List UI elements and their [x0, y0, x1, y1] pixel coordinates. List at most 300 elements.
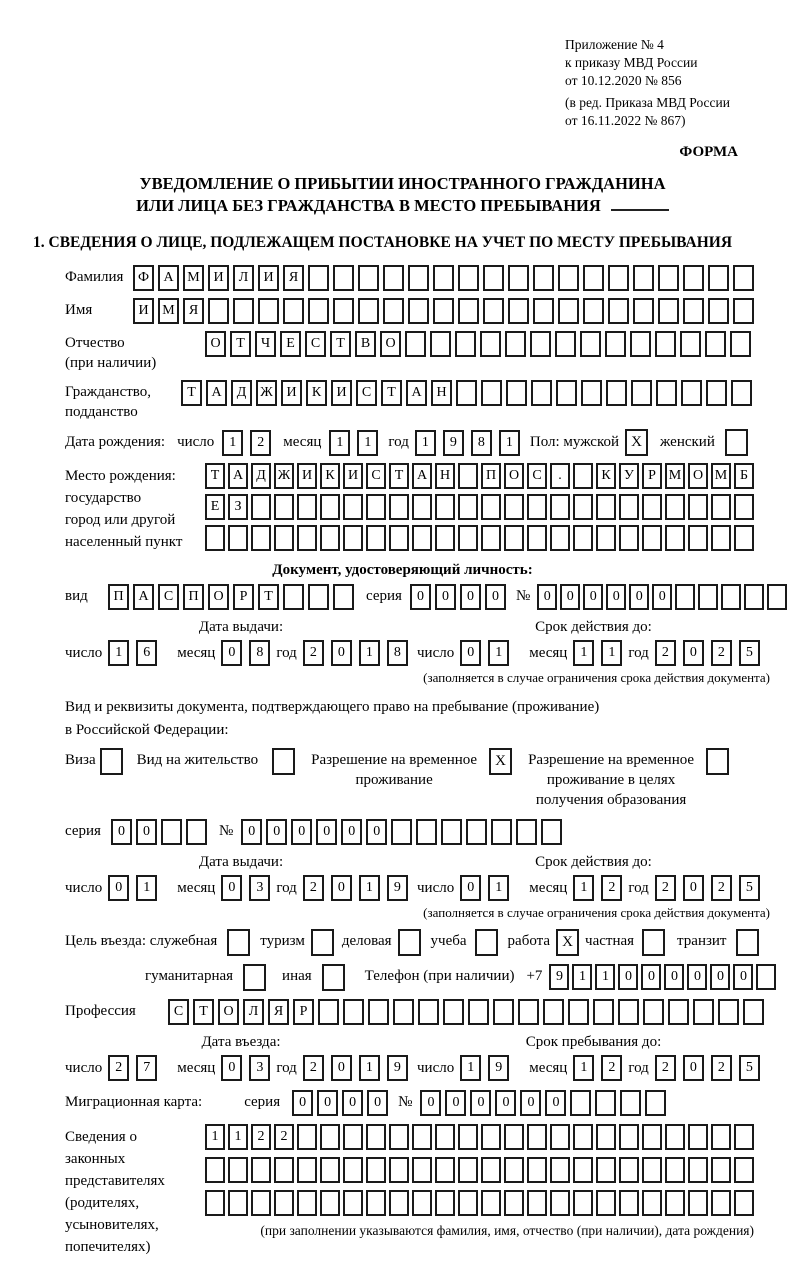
char-cell[interactable] [161, 819, 182, 845]
char-cell[interactable]: 0 [221, 640, 242, 666]
char-cell[interactable]: 0 [460, 584, 481, 610]
char-cell[interactable]: Н [431, 380, 452, 406]
char-cell[interactable]: 0 [445, 1090, 466, 1116]
char-cell[interactable]: 0 [331, 640, 352, 666]
char-cell[interactable] [480, 331, 501, 357]
char-cell[interactable] [389, 1124, 409, 1150]
char-cell[interactable] [596, 1157, 616, 1183]
char-cell[interactable] [320, 525, 340, 551]
char-cell[interactable]: 9 [549, 964, 569, 990]
char-cell[interactable] [580, 331, 601, 357]
char-cell[interactable] [458, 1190, 478, 1216]
char-cell[interactable] [631, 380, 652, 406]
char-cell[interactable]: 1 [205, 1124, 225, 1150]
char-cell[interactable] [642, 1190, 662, 1216]
char-cell[interactable] [655, 331, 676, 357]
char-cell[interactable]: И [343, 463, 363, 489]
char-cell[interactable]: 5 [739, 875, 760, 901]
char-cell[interactable] [233, 298, 254, 324]
char-cell[interactable]: Н [435, 463, 455, 489]
char-cell[interactable]: Ж [274, 463, 294, 489]
char-cell[interactable] [688, 1190, 708, 1216]
char-cell[interactable] [251, 494, 271, 520]
residence-permit-checkbox[interactable] [272, 748, 295, 775]
char-cell[interactable]: Л [243, 999, 264, 1025]
char-cell[interactable] [366, 1157, 386, 1183]
char-cell[interactable] [550, 525, 570, 551]
char-cell[interactable] [680, 331, 701, 357]
char-cell[interactable]: С [527, 463, 547, 489]
char-cell[interactable]: 1 [601, 640, 622, 666]
char-cell[interactable] [412, 525, 432, 551]
char-cell[interactable]: 0 [683, 1055, 704, 1081]
char-cell[interactable]: 1 [595, 964, 615, 990]
char-cell[interactable] [412, 1157, 432, 1183]
char-cell[interactable] [251, 1157, 271, 1183]
char-cell[interactable]: 0 [317, 1090, 338, 1116]
purpose-private-checkbox[interactable] [642, 929, 665, 956]
char-cell[interactable] [642, 1124, 662, 1150]
char-cell[interactable] [504, 494, 524, 520]
char-cell[interactable] [693, 999, 714, 1025]
char-cell[interactable]: 5 [739, 1055, 760, 1081]
char-cell[interactable] [504, 1157, 524, 1183]
char-cell[interactable] [408, 265, 429, 291]
char-cell[interactable]: 2 [303, 1055, 324, 1081]
char-cell[interactable]: М [183, 265, 204, 291]
char-cell[interactable] [435, 525, 455, 551]
char-cell[interactable]: 0 [367, 1090, 388, 1116]
char-cell[interactable] [583, 298, 604, 324]
temp-residence-education-checkbox[interactable] [706, 748, 729, 775]
char-cell[interactable]: 0 [652, 584, 672, 610]
char-cell[interactable] [556, 380, 577, 406]
char-cell[interactable] [573, 1157, 593, 1183]
char-cell[interactable] [596, 1190, 616, 1216]
char-cell[interactable] [274, 494, 294, 520]
char-cell[interactable] [596, 494, 616, 520]
char-cell[interactable]: Т [330, 331, 351, 357]
char-cell[interactable]: 0 [291, 819, 312, 845]
visa-checkbox[interactable] [100, 748, 123, 775]
char-cell[interactable] [688, 494, 708, 520]
char-cell[interactable]: 1 [222, 430, 243, 456]
char-cell[interactable]: О [208, 584, 229, 610]
char-cell[interactable]: 1 [460, 1055, 481, 1081]
char-cell[interactable]: Д [231, 380, 252, 406]
char-cell[interactable] [665, 1190, 685, 1216]
char-cell[interactable]: Ж [256, 380, 277, 406]
char-cell[interactable] [505, 331, 526, 357]
char-cell[interactable] [558, 298, 579, 324]
char-cell[interactable] [573, 1124, 593, 1150]
char-cell[interactable]: О [380, 331, 401, 357]
char-cell[interactable] [711, 1124, 731, 1150]
char-cell[interactable]: 0 [606, 584, 626, 610]
char-cell[interactable]: М [158, 298, 179, 324]
char-cell[interactable]: 1 [359, 640, 380, 666]
char-cell[interactable]: 0 [470, 1090, 491, 1116]
char-cell[interactable]: Я [183, 298, 204, 324]
char-cell[interactable] [283, 584, 304, 610]
char-cell[interactable] [251, 1190, 271, 1216]
char-cell[interactable] [527, 1157, 547, 1183]
char-cell[interactable] [297, 1190, 317, 1216]
char-cell[interactable] [705, 331, 726, 357]
char-cell[interactable]: 2 [711, 640, 732, 666]
char-cell[interactable] [458, 1124, 478, 1150]
char-cell[interactable] [205, 525, 225, 551]
char-cell[interactable]: 1 [573, 640, 594, 666]
char-cell[interactable] [656, 380, 677, 406]
char-cell[interactable]: 0 [331, 1055, 352, 1081]
char-cell[interactable] [504, 1190, 524, 1216]
char-cell[interactable] [756, 964, 776, 990]
char-cell[interactable] [274, 525, 294, 551]
char-cell[interactable]: 0 [435, 584, 456, 610]
char-cell[interactable] [297, 1124, 317, 1150]
char-cell[interactable] [711, 525, 731, 551]
char-cell[interactable] [186, 819, 207, 845]
char-cell[interactable]: 0 [266, 819, 287, 845]
char-cell[interactable] [668, 999, 689, 1025]
char-cell[interactable]: 0 [331, 875, 352, 901]
char-cell[interactable] [767, 584, 787, 610]
char-cell[interactable]: Т [258, 584, 279, 610]
char-cell[interactable]: 0 [520, 1090, 541, 1116]
char-cell[interactable] [558, 265, 579, 291]
char-cell[interactable] [320, 1190, 340, 1216]
char-cell[interactable] [665, 494, 685, 520]
char-cell[interactable] [412, 1190, 432, 1216]
char-cell[interactable] [333, 265, 354, 291]
char-cell[interactable] [205, 1190, 225, 1216]
char-cell[interactable]: 0 [111, 819, 132, 845]
char-cell[interactable] [681, 380, 702, 406]
char-cell[interactable]: С [158, 584, 179, 610]
char-cell[interactable]: 0 [108, 875, 129, 901]
purpose-humanitarian-checkbox[interactable] [243, 964, 266, 991]
char-cell[interactable] [665, 525, 685, 551]
char-cell[interactable] [366, 525, 386, 551]
char-cell[interactable] [633, 298, 654, 324]
char-cell[interactable] [645, 1090, 666, 1116]
char-cell[interactable] [205, 1157, 225, 1183]
purpose-official-checkbox[interactable] [227, 929, 250, 956]
char-cell[interactable]: 0 [241, 819, 262, 845]
char-cell[interactable] [665, 1124, 685, 1150]
char-cell[interactable]: 0 [683, 875, 704, 901]
char-cell[interactable] [458, 463, 478, 489]
char-cell[interactable] [734, 1124, 754, 1150]
char-cell[interactable]: Р [293, 999, 314, 1025]
char-cell[interactable] [619, 525, 639, 551]
char-cell[interactable] [258, 298, 279, 324]
char-cell[interactable] [516, 819, 537, 845]
char-cell[interactable] [435, 1190, 455, 1216]
char-cell[interactable] [408, 298, 429, 324]
char-cell[interactable] [393, 999, 414, 1025]
char-cell[interactable]: Л [233, 265, 254, 291]
char-cell[interactable]: 1 [357, 430, 378, 456]
char-cell[interactable]: 1 [136, 875, 157, 901]
gender-female-checkbox[interactable] [725, 429, 748, 456]
char-cell[interactable] [708, 298, 729, 324]
char-cell[interactable]: У [619, 463, 639, 489]
char-cell[interactable] [297, 525, 317, 551]
char-cell[interactable] [441, 819, 462, 845]
char-cell[interactable]: Е [205, 494, 225, 520]
char-cell[interactable] [481, 1157, 501, 1183]
char-cell[interactable] [508, 265, 529, 291]
purpose-study-checkbox[interactable] [475, 929, 498, 956]
char-cell[interactable] [550, 1157, 570, 1183]
char-cell[interactable]: К [320, 463, 340, 489]
char-cell[interactable]: С [366, 463, 386, 489]
char-cell[interactable] [688, 1124, 708, 1150]
char-cell[interactable] [530, 331, 551, 357]
char-cell[interactable] [605, 331, 626, 357]
char-cell[interactable] [595, 1090, 616, 1116]
char-cell[interactable] [665, 1157, 685, 1183]
char-cell[interactable]: 2 [711, 1055, 732, 1081]
char-cell[interactable]: 0 [316, 819, 337, 845]
char-cell[interactable] [504, 525, 524, 551]
char-cell[interactable] [618, 999, 639, 1025]
char-cell[interactable]: 0 [629, 584, 649, 610]
char-cell[interactable] [383, 298, 404, 324]
char-cell[interactable] [711, 494, 731, 520]
char-cell[interactable] [573, 525, 593, 551]
char-cell[interactable] [389, 494, 409, 520]
char-cell[interactable]: 0 [537, 584, 557, 610]
char-cell[interactable] [458, 298, 479, 324]
char-cell[interactable] [581, 380, 602, 406]
char-cell[interactable] [504, 1124, 524, 1150]
char-cell[interactable] [366, 1190, 386, 1216]
char-cell[interactable]: 3 [249, 1055, 270, 1081]
char-cell[interactable] [550, 1124, 570, 1150]
char-cell[interactable] [527, 1190, 547, 1216]
char-cell[interactable] [389, 525, 409, 551]
char-cell[interactable]: 1 [329, 430, 350, 456]
gender-male-checkbox[interactable]: X [625, 429, 648, 456]
char-cell[interactable]: 0 [495, 1090, 516, 1116]
temp-residence-permit-checkbox[interactable]: X [489, 748, 512, 775]
char-cell[interactable] [531, 380, 552, 406]
char-cell[interactable] [443, 999, 464, 1025]
char-cell[interactable] [620, 1090, 641, 1116]
char-cell[interactable] [706, 380, 727, 406]
char-cell[interactable]: З [228, 494, 248, 520]
char-cell[interactable]: М [665, 463, 685, 489]
char-cell[interactable] [389, 1190, 409, 1216]
char-cell[interactable]: 2 [655, 640, 676, 666]
char-cell[interactable] [550, 1190, 570, 1216]
char-cell[interactable] [533, 298, 554, 324]
char-cell[interactable]: Т [205, 463, 225, 489]
char-cell[interactable]: 9 [443, 430, 464, 456]
char-cell[interactable] [318, 999, 339, 1025]
char-cell[interactable] [573, 494, 593, 520]
char-cell[interactable] [391, 819, 412, 845]
char-cell[interactable]: А [206, 380, 227, 406]
char-cell[interactable]: 0 [683, 640, 704, 666]
char-cell[interactable]: 0 [292, 1090, 313, 1116]
char-cell[interactable] [468, 999, 489, 1025]
char-cell[interactable]: Р [233, 584, 254, 610]
char-cell[interactable] [458, 525, 478, 551]
char-cell[interactable] [412, 1124, 432, 1150]
char-cell[interactable] [297, 1157, 317, 1183]
char-cell[interactable] [274, 1190, 294, 1216]
char-cell[interactable] [358, 298, 379, 324]
char-cell[interactable]: 2 [303, 640, 324, 666]
char-cell[interactable] [630, 331, 651, 357]
char-cell[interactable] [320, 1124, 340, 1150]
char-cell[interactable]: 7 [136, 1055, 157, 1081]
char-cell[interactable] [688, 525, 708, 551]
char-cell[interactable] [274, 1157, 294, 1183]
char-cell[interactable]: 0 [664, 964, 684, 990]
char-cell[interactable] [343, 999, 364, 1025]
char-cell[interactable]: О [218, 999, 239, 1025]
char-cell[interactable]: П [108, 584, 129, 610]
char-cell[interactable] [308, 584, 329, 610]
char-cell[interactable] [368, 999, 389, 1025]
char-cell[interactable]: И [208, 265, 229, 291]
char-cell[interactable]: Р [642, 463, 662, 489]
char-cell[interactable]: 9 [488, 1055, 509, 1081]
char-cell[interactable] [228, 1157, 248, 1183]
char-cell[interactable] [483, 265, 504, 291]
char-cell[interactable]: 2 [108, 1055, 129, 1081]
char-cell[interactable] [433, 265, 454, 291]
char-cell[interactable]: 9 [387, 875, 408, 901]
char-cell[interactable]: Т [181, 380, 202, 406]
char-cell[interactable]: В [355, 331, 376, 357]
char-cell[interactable]: Ч [255, 331, 276, 357]
char-cell[interactable]: 0 [545, 1090, 566, 1116]
char-cell[interactable] [308, 298, 329, 324]
char-cell[interactable] [481, 1190, 501, 1216]
char-cell[interactable]: О [504, 463, 524, 489]
char-cell[interactable] [458, 265, 479, 291]
char-cell[interactable] [435, 1124, 455, 1150]
char-cell[interactable]: К [306, 380, 327, 406]
char-cell[interactable] [366, 494, 386, 520]
char-cell[interactable]: 0 [341, 819, 362, 845]
char-cell[interactable] [458, 1157, 478, 1183]
char-cell[interactable] [527, 1124, 547, 1150]
char-cell[interactable] [642, 1157, 662, 1183]
char-cell[interactable] [731, 380, 752, 406]
char-cell[interactable]: 6 [136, 640, 157, 666]
char-cell[interactable]: 8 [249, 640, 270, 666]
purpose-work-checkbox[interactable]: X [556, 929, 579, 956]
char-cell[interactable] [251, 525, 271, 551]
char-cell[interactable] [481, 1124, 501, 1150]
char-cell[interactable]: П [481, 463, 501, 489]
char-cell[interactable]: . [550, 463, 570, 489]
char-cell[interactable] [675, 584, 695, 610]
char-cell[interactable] [711, 1190, 731, 1216]
char-cell[interactable] [596, 525, 616, 551]
char-cell[interactable] [430, 331, 451, 357]
char-cell[interactable]: 0 [618, 964, 638, 990]
char-cell[interactable] [743, 999, 764, 1025]
char-cell[interactable] [343, 1157, 363, 1183]
char-cell[interactable] [550, 494, 570, 520]
char-cell[interactable]: 2 [655, 1055, 676, 1081]
char-cell[interactable]: 2 [655, 875, 676, 901]
char-cell[interactable] [320, 494, 340, 520]
char-cell[interactable]: 8 [471, 430, 492, 456]
char-cell[interactable]: О [688, 463, 708, 489]
char-cell[interactable]: М [711, 463, 731, 489]
purpose-business-checkbox[interactable] [398, 929, 421, 956]
char-cell[interactable] [527, 525, 547, 551]
char-cell[interactable] [508, 298, 529, 324]
char-cell[interactable]: И [331, 380, 352, 406]
char-cell[interactable] [518, 999, 539, 1025]
char-cell[interactable]: 1 [488, 875, 509, 901]
char-cell[interactable]: 9 [387, 1055, 408, 1081]
char-cell[interactable] [555, 331, 576, 357]
char-cell[interactable]: 0 [342, 1090, 363, 1116]
char-cell[interactable] [683, 298, 704, 324]
char-cell[interactable]: 0 [420, 1090, 441, 1116]
char-cell[interactable] [435, 494, 455, 520]
char-cell[interactable] [583, 265, 604, 291]
char-cell[interactable] [619, 1124, 639, 1150]
char-cell[interactable]: 2 [601, 875, 622, 901]
char-cell[interactable]: К [596, 463, 616, 489]
char-cell[interactable] [718, 999, 739, 1025]
purpose-transit-checkbox[interactable] [736, 929, 759, 956]
char-cell[interactable]: А [412, 463, 432, 489]
char-cell[interactable]: 0 [583, 584, 603, 610]
char-cell[interactable]: С [168, 999, 189, 1025]
char-cell[interactable]: 0 [560, 584, 580, 610]
char-cell[interactable] [698, 584, 718, 610]
char-cell[interactable] [435, 1157, 455, 1183]
char-cell[interactable] [683, 265, 704, 291]
char-cell[interactable]: 2 [601, 1055, 622, 1081]
char-cell[interactable] [733, 265, 754, 291]
char-cell[interactable] [383, 265, 404, 291]
char-cell[interactable] [283, 298, 304, 324]
char-cell[interactable]: 1 [572, 964, 592, 990]
char-cell[interactable]: 8 [387, 640, 408, 666]
char-cell[interactable] [343, 1124, 363, 1150]
char-cell[interactable] [228, 525, 248, 551]
char-cell[interactable] [343, 494, 363, 520]
char-cell[interactable]: 0 [221, 1055, 242, 1081]
char-cell[interactable] [721, 584, 741, 610]
char-cell[interactable]: А [158, 265, 179, 291]
char-cell[interactable] [481, 494, 501, 520]
char-cell[interactable] [491, 819, 512, 845]
char-cell[interactable]: А [406, 380, 427, 406]
char-cell[interactable] [416, 819, 437, 845]
char-cell[interactable]: 2 [303, 875, 324, 901]
char-cell[interactable] [711, 1157, 731, 1183]
char-cell[interactable]: Т [193, 999, 214, 1025]
char-cell[interactable]: 0 [687, 964, 707, 990]
char-cell[interactable] [358, 265, 379, 291]
char-cell[interactable]: 1 [415, 430, 436, 456]
